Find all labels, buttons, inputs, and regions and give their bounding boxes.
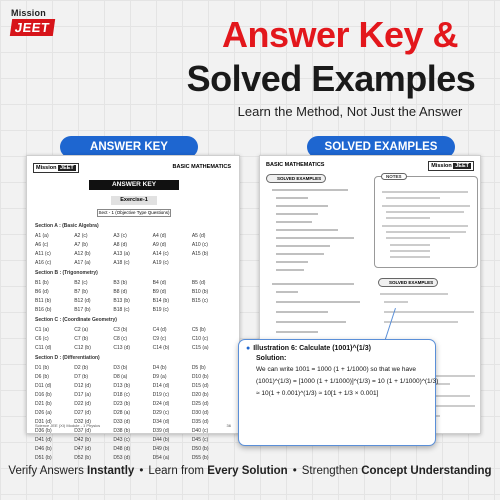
answer-section-title: Section B : (Trigonometry) — [35, 270, 98, 276]
answer-cell: D5 (b) — [191, 364, 206, 371]
answer-cell: D22 (d) — [74, 400, 91, 407]
answer-cell: A7 (b) — [74, 241, 88, 248]
answer-cell: C7 (b) — [74, 335, 89, 342]
answer-cell: D14 (d) — [152, 382, 170, 389]
answer-cell: D18 (c) — [113, 391, 130, 398]
answer-cell: A18 (c) — [113, 259, 130, 266]
answer-row — [35, 249, 231, 258]
illustration-title — [246, 345, 428, 352]
page-brand-name: JEET — [455, 163, 469, 169]
page-brand-top: Mission — [431, 163, 452, 169]
answer-cell: D11 (d) — [35, 382, 52, 389]
illustration-text: Illustration 6: Calculate (1001)^(1/3) — [253, 345, 371, 352]
answer-cell: C1 (a) — [35, 326, 49, 333]
answer-row — [35, 325, 231, 334]
answer-cell: A10 (c) — [191, 241, 208, 248]
answer-cell: D44 (b) — [152, 436, 170, 443]
answer-cell: D9 (a) — [152, 373, 167, 380]
answer-cell: D37 (d) — [74, 427, 91, 434]
solved-examples-tag-2: SOLVED EXAMPLES — [378, 278, 438, 287]
answer-cell: A15 (b) — [191, 250, 209, 257]
answer-cell: A12 (b) — [74, 250, 91, 257]
answer-key-label: ANSWER KEY — [60, 136, 198, 158]
answer-cell: D34 (d) — [152, 418, 170, 425]
answer-key-page — [26, 155, 240, 461]
answer-cell: D19 (c) — [152, 391, 170, 398]
answer-cell: D15 (d) — [191, 382, 209, 389]
answer-cell: D32 (d) — [74, 418, 91, 425]
answer-row — [35, 399, 231, 408]
answer-row — [35, 258, 231, 267]
answer-cell: D50 (b) — [191, 445, 209, 452]
answer-cell: D29 (c) — [152, 409, 170, 416]
answer-row — [35, 372, 231, 381]
solved-examples-label: SOLVED EXAMPLES — [307, 136, 455, 158]
answer-cell: B2 (c) — [74, 279, 88, 286]
solution-line-3: ≈ 10(1 + 0.001)^(1/3) ≈ 10[1 + 1/3 × 0.001] — [256, 390, 379, 397]
answer-cell: B5 (d) — [191, 279, 206, 286]
answer-cell: A16 (c) — [35, 259, 52, 266]
answer-cell: A4 (d) — [152, 232, 167, 239]
answer-key-banner: ANSWER KEY — [89, 180, 179, 190]
headline-line-1: Answer Key & — [221, 14, 459, 55]
answer-cell: D21 (b) — [35, 400, 52, 407]
answer-cell: D51 (b) — [35, 454, 52, 461]
answer-cell: B3 (b) — [113, 279, 128, 286]
answer-cell: B10 (b) — [191, 288, 209, 295]
answer-cell: D27 (d) — [74, 409, 91, 416]
answer-row — [35, 453, 231, 462]
page-brand-tag — [33, 163, 79, 173]
answer-cell: D4 (b) — [152, 364, 167, 371]
answer-row — [35, 343, 231, 352]
notes-lines-graphic — [380, 189, 474, 263]
answer-cell: B1 (b) — [35, 279, 49, 286]
zoomed-illustration — [238, 339, 439, 446]
answer-cell: A19 (c) — [152, 259, 169, 266]
answer-row — [35, 334, 231, 343]
answer-cell: B19 (c) — [152, 306, 169, 313]
answer-cell: D8 (a) — [113, 373, 128, 380]
answer-row — [35, 381, 231, 390]
answer-cell: D1 (b) — [35, 364, 49, 371]
answer-row — [35, 278, 231, 287]
answer-cell: B8 (d) — [113, 288, 128, 295]
answer-cell: A6 (c) — [35, 241, 49, 248]
page-brand-top: Mission — [36, 165, 57, 171]
page-brand-tag — [428, 161, 474, 171]
answer-cell: D53 (d) — [113, 454, 131, 461]
answer-cell: B11 (b) — [35, 297, 52, 304]
solution-line-2: (1001)^(1/3) = [1000 (1 + 1/1000)]^(1/3) = 10 (1 + 1/1000)^(1/3) — [256, 378, 439, 385]
answer-cell: D17 (a) — [74, 391, 91, 398]
answer-cell: D38 (b) — [113, 427, 131, 434]
answer-row — [35, 240, 231, 249]
answer-section-title: Section C : (Coordinate Geometry) — [35, 317, 117, 323]
solution-line-1: We can write 1001 = 1000 (1 + 1/1000) so that we have — [256, 366, 416, 373]
answer-cell: C15 (a) — [191, 344, 209, 351]
answer-cell: D28 (a) — [113, 409, 131, 416]
answer-cell: D31 (d) — [35, 418, 52, 425]
illustration-lines-graphic — [378, 290, 478, 330]
answer-row — [35, 444, 231, 453]
benefit-1-bold: Instantly — [87, 465, 135, 477]
answer-row — [35, 390, 231, 399]
answer-cell: B15 (c) — [191, 297, 208, 304]
answer-cell: D10 (b) — [191, 373, 209, 380]
answer-cell: C8 (c) — [113, 335, 128, 342]
question-type-label: Sect - 1 (Objective Type Questions) — [98, 210, 170, 215]
answer-cell: C5 (b) — [191, 326, 206, 333]
answer-cell: C14 (b) — [152, 344, 170, 351]
answer-cell: B17 (b) — [74, 306, 91, 313]
answer-cell: D3 (b) — [113, 364, 128, 371]
answer-cell: D13 (b) — [113, 382, 131, 389]
answer-row — [35, 287, 231, 296]
notes-label: NOTES — [381, 173, 407, 180]
answer-cell: B4 (d) — [152, 279, 167, 286]
answer-cell: D2 (b) — [74, 364, 89, 371]
answer-row — [35, 231, 231, 240]
answer-cell: A11 (c) — [35, 250, 51, 257]
answer-cell: B13 (b) — [113, 297, 130, 304]
answer-cell: D48 (d) — [113, 445, 131, 452]
benefit-2-prefix: Learn from — [148, 465, 208, 477]
answer-cell: A9 (d) — [152, 241, 167, 248]
benefit-2-bold: Every Solution — [207, 465, 288, 477]
answer-cell: D12 (d) — [74, 382, 91, 389]
answer-cell: D33 (d) — [113, 418, 131, 425]
answer-cell: D20 (b) — [191, 391, 209, 398]
text-lines-graphic — [268, 186, 368, 351]
answer-cell: C6 (c) — [35, 335, 49, 342]
answer-cell: C13 (d) — [113, 344, 131, 351]
answer-cell: C2 (a) — [74, 326, 89, 333]
page-brand-name: JEET — [60, 165, 74, 171]
answer-cell: B9 (d) — [152, 288, 167, 295]
answer-cell: D40 (c) — [191, 427, 209, 434]
answer-cell: D16 (b) — [35, 391, 52, 398]
benefit-3-bold: Concept Understanding — [361, 465, 492, 477]
answer-cell: A2 (c) — [74, 232, 88, 239]
exercise-label: Exercise-1 — [111, 196, 157, 205]
headline-line-2: Solved Examples — [186, 58, 476, 99]
answer-cell: A14 (c) — [152, 250, 169, 257]
answer-cell: A5 (d) — [191, 232, 206, 239]
answer-cell: B6 (d) — [35, 288, 49, 295]
solution-label: Solution: — [256, 355, 287, 362]
answer-section-title: Section A : (Basic Algebra) — [35, 223, 99, 229]
answer-cell: C11 (d) — [35, 344, 52, 351]
answer-cell: D35 (d) — [191, 418, 209, 425]
solution-text-block — [268, 186, 368, 351]
answer-cell: C9 (c) — [152, 335, 167, 342]
answer-cell: D49 (b) — [152, 445, 170, 452]
answer-cell: D6 (b) — [35, 373, 49, 380]
answer-cell: C3 (b) — [113, 326, 128, 333]
benefit-3-prefix: Strengthen — [301, 465, 362, 477]
answer-cell: C4 (d) — [152, 326, 167, 333]
answer-cell: D30 (d) — [191, 409, 209, 416]
answer-cell: A17 (a) — [74, 259, 91, 266]
separator: • — [292, 465, 297, 477]
solved-examples-tag: SOLVED EXAMPLES — [266, 174, 326, 183]
separator: • — [139, 465, 144, 477]
answer-cell: A13 (a) — [113, 250, 130, 257]
answer-cell: D7 (b) — [74, 373, 89, 380]
answer-row — [35, 435, 231, 444]
answer-row — [35, 363, 231, 372]
answer-row — [35, 305, 231, 314]
answer-cell: B16 (b) — [35, 306, 52, 313]
answer-cell: B7 (b) — [74, 288, 88, 295]
benefit-1-prefix: Verify Answers — [8, 465, 88, 477]
bullet-icon: ● — [246, 345, 251, 352]
answer-cell: D36 (b) — [35, 427, 52, 434]
answer-cell: B18 (c) — [113, 306, 130, 313]
notes-box — [374, 176, 478, 268]
brand-top-text: Mission — [11, 8, 46, 18]
answer-row — [35, 408, 231, 417]
answer-cell: D39 (d) — [152, 427, 170, 434]
answer-cell: C12 (b) — [74, 344, 91, 351]
answer-cell: D43 (c) — [113, 436, 130, 443]
brand-logo — [11, 8, 55, 37]
answer-cell: D24 (d) — [152, 400, 170, 407]
page-subject: BASIC MATHEMATICS — [172, 164, 231, 170]
page-footer: Science JEE (XI) Module - 1 Physics — [35, 423, 101, 428]
benefits-line — [0, 465, 500, 477]
answer-cell: D23 (b) — [113, 400, 131, 407]
answer-cell: D42 (b) — [74, 436, 91, 443]
page-number: 36 — [226, 423, 231, 428]
answer-cell: D52 (b) — [74, 454, 91, 461]
answer-cell: B12 (d) — [74, 297, 91, 304]
answer-cell: D47 (d) — [74, 445, 91, 452]
answer-cell: D54 (a) — [152, 454, 170, 461]
answer-cell: A3 (c) — [113, 232, 127, 239]
page-subject: BASIC MATHEMATICS — [266, 162, 325, 168]
answer-cell: D25 (d) — [191, 400, 209, 407]
answer-cell: D41 (d) — [35, 436, 52, 443]
answer-cell: A1 (a) — [35, 232, 49, 239]
answer-cell: C10 (c) — [191, 335, 209, 342]
answer-cell: D46 (b) — [35, 445, 52, 452]
answer-cell: D26 (a) — [35, 409, 52, 416]
brand-name: JEET — [10, 19, 55, 36]
answer-cell: D55 (b) — [191, 454, 209, 461]
answer-section-title: Section D : (Differentiation) — [35, 355, 100, 361]
tagline: Learn the Method, Not Just the Answer — [237, 104, 463, 119]
answer-cell: D45 (c) — [191, 436, 209, 443]
answer-row — [35, 296, 231, 305]
answer-cell: A8 (d) — [113, 241, 128, 248]
answer-cell: B14 (b) — [152, 297, 170, 304]
